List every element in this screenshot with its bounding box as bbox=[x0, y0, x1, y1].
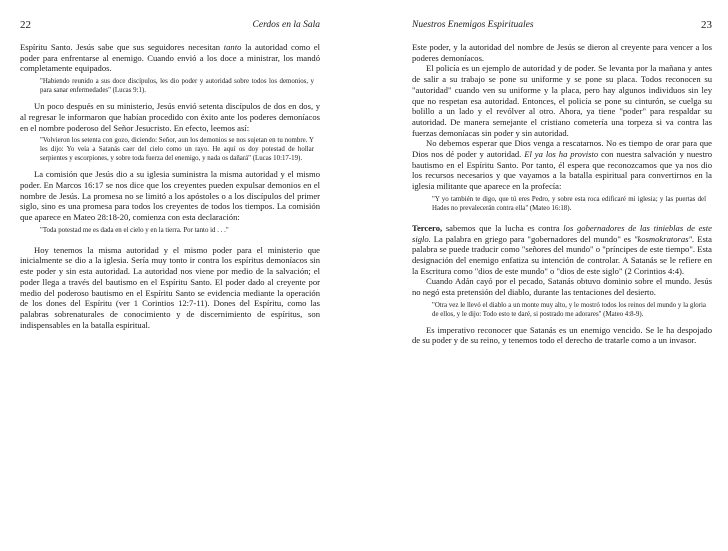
scripture-quote: "Otra vez le llevó el diablo a un monte muy alto, y le mostró todos los reinos del mundo y la gloria de ellos, y le dijo: Todo esto te daré, si postrado me adorares" (Mateo 4:8-9). bbox=[432, 301, 706, 318]
right-running-head bbox=[412, 20, 712, 36]
right-page bbox=[412, 0, 712, 551]
paragraph: Cuando Adán cayó por el pecado, Satanás obtuvo dominio sobre el mundo. Jesús no negó esta pretensión del diablo, durante las tentaciones del desierto. bbox=[412, 276, 712, 298]
scripture-quote: "Habiendo reunido a sus doce discípulos, les dio poder y autoridad sobre todos los demonios, y para sanar enfermedades" (Lucas 9:1). bbox=[40, 78, 314, 95]
paragraph: La comisión que Jesús dio a su iglesia suministra la misma autoridad y el mismo poder. En Marcos 16:17 se nos dice que los creyentes pueden expulsar demonios en el nombre de Jesús. La promesa no se limitó a los apóstoles o a los discípulos del primer siglo, sino es una promesa para todos los creyentes de todos los tiempos. La comisión que aparece en Mateo 28:18-20, comienza con esta declaración: bbox=[20, 169, 320, 223]
left-page bbox=[20, 0, 320, 551]
scripture-quote: "Volvieron los setenta con gozo, diciendo: Señor, aun los demonios se nos sujetan en tu nombre. Y les dijo: Yo veía a Satanás caer del cielo como un rayo. He aquí os doy potestad de hollar serpientes y escorpiones, y sobre toda fuerza del enemigo, y nada os dañará" (Lucas 10:17-19). bbox=[40, 137, 314, 163]
left-page-number: 22 bbox=[20, 19, 31, 31]
right-page-number: 23 bbox=[701, 19, 712, 31]
paragraph: No debemos esperar que Dios venga a rescatarnos. No es tiempo de orar para que Dios nos dé poder y autoridad. El ya los ha provisto con nuestra salvación y nuestro bautismo en el Espíritu Santo. Por tanto, él espera que reconozcamos que ya nos dio los recursos necesarios y que vayamos a la batalla espiritual para convertirnos en la iglesia militante que aparece en la profecía: bbox=[412, 138, 712, 192]
paragraph: Hoy tenemos la misma autoridad y el mismo poder para el ministerio que inicialmente se dio a la iglesia. Sería muy tonto ir contra los espíritus demoníacos sin este poder y sin esta autoridad. La autoridad nos viene por medio de la salvación; el poder llega a través del bautismo en el Espíritu Santo. El poder dado al creyente por medio del poderoso bautismo en el Espíritu Santo se evidencia mediante la operación de los dones del Espíritu (ver 1 Corintios 12:7-11). Dones del Espíritu, como las palabras sobrenaturales de conocimiento y de discernimiento de espíritus, son indispensables en la batalla espiritual. bbox=[20, 244, 320, 330]
paragraph: Este poder, y la autoridad del nombre de Jesús se dieron al creyente para vencer a los poderes demoníacos. bbox=[412, 42, 712, 63]
left-running-title: Cerdos en la Sala bbox=[252, 20, 320, 30]
scripture-quote: "Y yo también te digo, que tú eres Pedro, y sobre esta roca edificaré mi iglesia; y las puertas del Hades no prevalecerán contra ella" (Mateo 16:18). bbox=[432, 195, 706, 212]
paragraph: Espíritu Santo. Jesús sabe que sus seguidores necesitan tanto la autoridad como el poder para enfrentarse al enemigo. Cuando envió a los doce a ministrar, los mandó completamente equipados. bbox=[20, 42, 320, 74]
paragraph: Es imperativo reconocer que Satanás es un enemigo vencido. Se le ha despojado de su poder y de su reino, y tenemos todo el derecho de tratarle como a un invasor. bbox=[412, 324, 712, 346]
left-running-head bbox=[20, 20, 320, 36]
right-running-title: Nuestros Enemigos Espirituales bbox=[412, 20, 534, 30]
right-page-body bbox=[412, 42, 712, 346]
left-page-body bbox=[20, 42, 320, 330]
paragraph: El policía es un ejemplo de autoridad y de poder. Se levanta por la mañana y antes de salir a su trabajo se pone su uniforme y se pone su placa. Todos reconocen su "autoridad" cuando ven su uniforme y la placa, pero hay algunos individuos sin ley que no respetan esa autoridad. Entonces, el policía se pone su cinturón, se cuelga su bolillo a un lado y el revólver al otro. Ahora, ya tiene "poder" para respaldar su autoridad. De manera semejante el cristiano cometería una torpeza si va contra las fuerzas demoníacas sin poder y sin autoridad. bbox=[412, 63, 712, 138]
paragraph: Tercero, sabemos que la lucha es contra los gobernadores de las tinieblas de este siglo. La palabra en griego para "gobernadores del mundo" es "kosmokratoras". Esta palabra se puede traducir como "señores del mundo" o "príncipes de este tiempo". Esta designación del enemigo enfatiza su intención de controlar. A Satanás se le refiere en la Escritura como "dios de este mundo" o "dios de este siglo" (2 Corintios 4:4). bbox=[412, 222, 712, 276]
paragraph: Un poco después en su ministerio, Jesús envió setenta discípulos de dos en dos, y al regresar le informaron que habían procedido con éxito ante los poderes demoníacos en el nombre poderoso del Señor Jesucristo. En efecto, leemos así: bbox=[20, 101, 320, 133]
scripture-quote: "Toda potestad me es dada en el cielo y en la tierra. Por tanto id . . ." bbox=[40, 226, 229, 234]
